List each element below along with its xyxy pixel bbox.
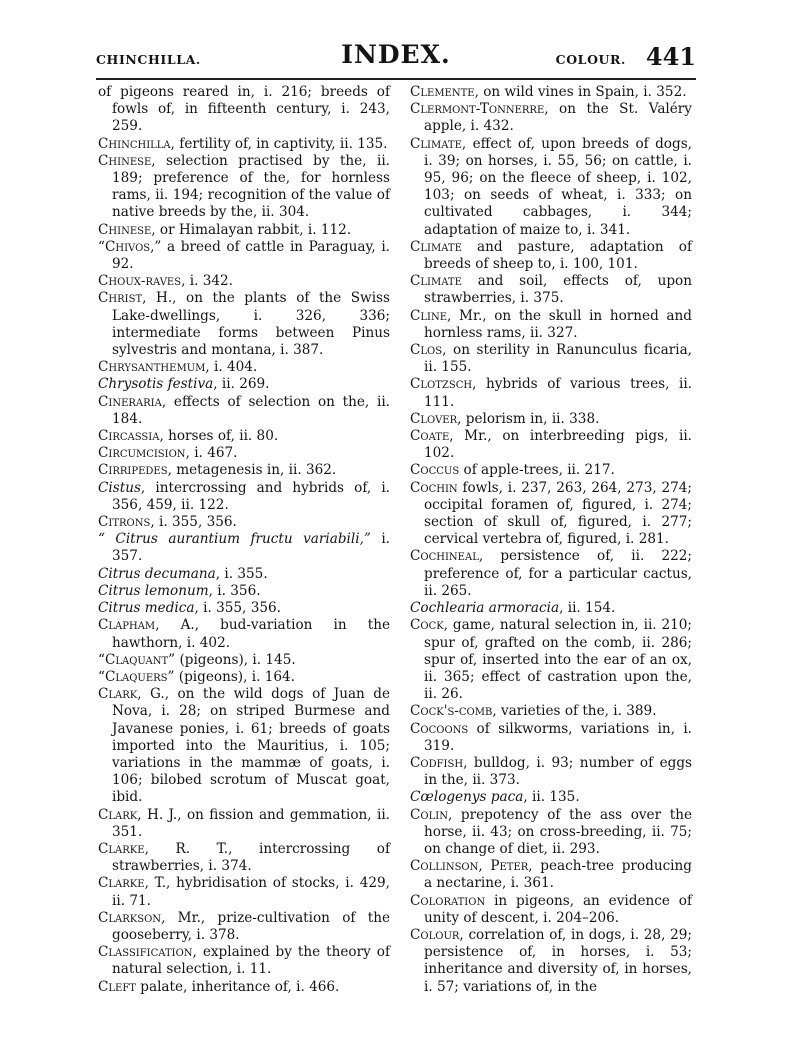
entry-headword: Cineraria (98, 393, 162, 410)
index-entry (98, 394, 390, 428)
index-entry (98, 428, 390, 445)
entry-text: , on sterility in Ranunculus ficaria, ii. 155. (424, 342, 692, 376)
index-entry (410, 721, 692, 755)
entry-headword: Citrus lemonum (98, 582, 209, 599)
entry-headword: Cocoons (410, 720, 469, 737)
entry-text: of pigeons reared in, i. 216; breeds of fowls of, in fifteenth century, i. 243, 259. (98, 84, 390, 135)
index-entry (410, 893, 692, 927)
index-entry (410, 239, 692, 273)
entry-headword: Colour (410, 926, 460, 943)
entry-headword: Classification (98, 944, 193, 961)
index-entry (98, 617, 390, 651)
entry-text: , Mr., on interbreeding pigs, ii. 102. (424, 428, 692, 462)
entry-text: and pasture, adaptation of breeds of sheep to, i. 100, 101. (424, 238, 692, 273)
index-entry (98, 910, 390, 944)
entry-text: , effect of, upon breeds of dogs, i. 39; on horses, i. 55, 56; on cattle, i. 95, 96; on the fleece of sheep, i. 102, 103; on seeds of wheat, i. 333; on cultivated cabbages, i. 344; adaptation of maize to, i. 341. (424, 135, 692, 238)
entry-text: , intercrossing and hybrids of, i. 356, 459, ii. 122. (112, 479, 390, 513)
entry-headword: Chinese (98, 152, 152, 169)
entry-text: , prepotency of the ass over the horse, ii. 43; on cross-breeding, ii. 75; on change of diet, ii. 293. (424, 806, 692, 857)
index-column-right (410, 84, 692, 996)
entry-text: , correlation of, in dogs, i. 28, 29; persistence of, in horses, i. 53; inheritance and diversity of, in horses, i. 57; variations of, in the (424, 926, 692, 995)
index-entry (98, 136, 390, 153)
entry-headword: Circumcision (98, 445, 186, 462)
entry-headword: Clark (98, 686, 138, 703)
entry-headword: Clark (98, 806, 138, 823)
entry-headword: Climate (410, 135, 462, 152)
index-entry (98, 514, 390, 531)
index-entry (98, 359, 390, 376)
entry-text: , pelorism in, ii. 338. (457, 410, 600, 427)
entry-headword: “Claquers” (98, 668, 175, 685)
entry-text: , T., hybridisation of stocks, i. 429, ii. 71. (112, 875, 390, 909)
entry-headword: Clapham (98, 617, 156, 634)
entry-text: , game, natural selection in, ii. 210; spur of, grafted on the comb, ii. 286; spur of, inserted into the ear of an ox, ii. 365; effect of castration upon the, ii. 26. (424, 617, 692, 703)
index-entry (410, 273, 692, 307)
index-entry (410, 376, 692, 410)
index-entry (410, 308, 692, 342)
entry-text: , i. 355. (215, 565, 268, 582)
index-entry (410, 927, 692, 996)
entry-text: , selection practised by the, ii. 189; preference of the, for hornless rams, ii. 194; recognition of the value of native breeds by the, ii. 304. (112, 152, 390, 221)
index-entry (410, 136, 692, 239)
entry-headword: Chinese (98, 221, 152, 238)
entry-text: (pigeons), i. 164. (174, 668, 296, 685)
index-entry (410, 480, 692, 549)
index-entry (98, 583, 390, 600)
entry-headword: Clarkson (98, 909, 162, 926)
entry-headword: Codfish (410, 754, 464, 771)
header-title: INDEX. (341, 40, 451, 69)
index-entry (98, 875, 390, 909)
entry-text: , peach-tree producing a nectarine, i. 361. (424, 858, 692, 892)
entry-headword: Cleft (98, 978, 136, 995)
entry-headword: Clermont-Tonnerre (410, 101, 545, 118)
entry-headword: Cœlogenys paca (410, 789, 524, 806)
entry-headword: Cock (410, 617, 444, 634)
entry-text: i. 357. (112, 531, 390, 565)
index-entry (410, 548, 692, 600)
entry-text: in pigeons, an evidence of unity of descent, i. 204–206. (424, 892, 692, 926)
entry-text: palate, inheritance of, i. 466. (135, 978, 340, 995)
index-entry (98, 686, 390, 806)
index-column-left (98, 84, 390, 996)
entry-text: , R. T., intercrossing of strawberries, i. 374. (112, 840, 390, 875)
index-entry (98, 273, 390, 290)
entry-headword: Coate (410, 428, 450, 445)
entry-text: , A., bud-variation in the hawthorn, i. 402. (112, 617, 390, 651)
entry-headword: Collinson, Peter (410, 858, 529, 875)
entry-text: , ii. 154. (559, 600, 616, 617)
index-entry (98, 566, 390, 583)
index-entry (98, 979, 390, 996)
entry-headword: Cochin (410, 479, 458, 496)
entry-headword: Coccus (410, 462, 460, 479)
running-header (96, 38, 696, 78)
index-entry (98, 445, 390, 462)
index-entry (410, 755, 692, 789)
index-entry (98, 841, 390, 875)
header-left-guide-word: CHINCHILLA. (96, 52, 201, 67)
index-entry (98, 239, 390, 273)
index-entry (410, 600, 692, 617)
entry-text: (pigeons), i. 145. (175, 651, 296, 668)
entry-text: , Mr., prize-cultivation of the gooseberry, i. 378. (112, 909, 390, 943)
entry-text: , i. 404. (205, 359, 258, 376)
entry-headword: “Claquant” (98, 651, 176, 668)
entry-headword: Cline (410, 307, 448, 324)
index-entry (410, 411, 692, 428)
index-entry (98, 290, 390, 359)
entry-text: , i. 467. (185, 445, 238, 462)
entry-headword: Chrysotis festiva (98, 376, 214, 393)
index-entry (98, 376, 390, 393)
entry-text: , persistence of, ii. 222; preference of, for a particular cactus, ii. 265. (424, 548, 692, 599)
entry-text: , varieties of the, i. 389. (492, 703, 657, 720)
entry-headword: Cock's-comb (410, 703, 493, 720)
index-entry (98, 153, 390, 222)
index-entry (410, 789, 692, 806)
entry-text: , on the St. Valéry apple, i. 432. (424, 101, 692, 135)
index-entry (98, 222, 390, 239)
entry-text: a breed of cattle in Paraguay, i. 92. (112, 238, 390, 273)
entry-text: , ii. 269. (213, 376, 270, 393)
entry-headword: “ Citrus aurantium fructu variabili,” (98, 531, 371, 548)
index-entry (98, 944, 390, 978)
entry-headword: Clover (410, 410, 458, 427)
entry-headword: Clemente (410, 84, 475, 100)
entry-text: , i. 355, 356. (194, 600, 281, 617)
entry-headword: Climate (410, 238, 462, 255)
entry-text: , effects of selection on the, ii. 184. (112, 393, 390, 427)
header-rule (96, 78, 696, 80)
index-entry (410, 462, 692, 479)
entry-text: , bulldog, i. 93; number of eggs in the, ii. 373. (424, 754, 692, 789)
index-entry (410, 703, 692, 720)
index-entry (410, 428, 692, 462)
index-entry (410, 807, 692, 859)
entry-headword: Colin (410, 806, 448, 823)
entry-text: , horses of, ii. 80. (159, 428, 279, 445)
index-entry (410, 84, 692, 101)
entry-headword: “Chivos,” (98, 238, 162, 255)
entry-headword: Clos (410, 342, 443, 359)
entry-headword: Choux-raves (98, 273, 182, 290)
entry-headword: Clotzsch (410, 376, 473, 393)
entry-text: , ii. 135. (523, 789, 580, 806)
entry-headword: Chrysanthemum (98, 359, 206, 376)
index-entry (410, 617, 692, 703)
index-entry (98, 84, 390, 136)
entry-headword: Chinchilla (98, 135, 171, 152)
entry-headword: Climate (410, 273, 462, 290)
entry-headword: Coloration (410, 892, 486, 909)
entry-text: , fertility of, in captivity, ii. 135. (170, 135, 388, 152)
entry-headword: Citrus decumana (98, 565, 216, 582)
entry-text: , metagenesis in, ii. 362. (167, 462, 337, 479)
index-entry (98, 652, 390, 669)
entry-headword: Cistus (98, 479, 141, 496)
entry-text: and soil, effects of, upon strawberries, i. 375. (424, 273, 692, 307)
entry-headword: Cochineal (410, 548, 479, 565)
page-number: 441 (645, 42, 696, 71)
entry-text: , i. 342. (181, 273, 233, 290)
index-entry (98, 669, 390, 686)
index-entry (98, 480, 390, 514)
entry-headword: Clarke (98, 875, 145, 892)
entry-text: of apple-trees, ii. 217. (459, 462, 615, 479)
entry-text: , on wild vines in Spain, i. 352. (474, 84, 687, 100)
entry-headword: Citrus medica (98, 600, 195, 617)
entry-text: , H. J., on fission and gemmation, ii. 351. (112, 806, 390, 840)
entry-headword: Citrons (98, 514, 151, 531)
index-entry (410, 342, 692, 376)
entry-headword: Circassia (98, 428, 160, 445)
index-entry (98, 807, 390, 841)
header-right-guide-word: COLOUR. (555, 52, 626, 67)
entry-text: , Mr., on the skull in horned and hornless rams, ii. 327. (424, 307, 692, 341)
index-entry (98, 531, 390, 565)
entry-text: , G., on the wild dogs of Juan de Nova, i. 28; on striped Burmese and Javanese ponies, i. 61; breeds of goats imported into the Mauritius, i. 105; variations in the mammæ of goats, i. 106; bilobed scrotum of Muscat goat, ibid. (112, 686, 390, 806)
entry-text: fowls, i. 237, 263, 264, 273, 274; occipital foramen of, figured, i. 274; section of skull of, figured, i. 277; cervical vertebra of, figured, i. 281. (424, 479, 692, 548)
entry-text: , or Himalayan rabbit, i. 112. (151, 221, 352, 238)
entry-headword: Cochlearia armoracia (410, 600, 560, 617)
entry-headword: Christ (98, 290, 143, 307)
entry-headword: Cirripedes (98, 462, 168, 479)
index-entry (410, 101, 692, 135)
entry-text: of silkworms, variations in, i. 319. (424, 720, 692, 754)
entry-headword: Clarke (98, 840, 145, 857)
index-entry (98, 600, 390, 617)
entry-text: , i. 355, 356. (150, 514, 237, 531)
entry-text: , i. 356. (208, 582, 261, 599)
entry-text: , explained by the theory of natural selection, i. 11. (112, 944, 390, 978)
index-entry (410, 858, 692, 892)
index-entry (98, 462, 390, 479)
entry-text: , hybrids of various trees, ii. 111. (424, 376, 692, 410)
entry-text: , H., on the plants of the Swiss Lake-dwellings, i. 326, 336; intermediate forms between Pinus sylvestris and montana, i. 387. (112, 290, 390, 359)
